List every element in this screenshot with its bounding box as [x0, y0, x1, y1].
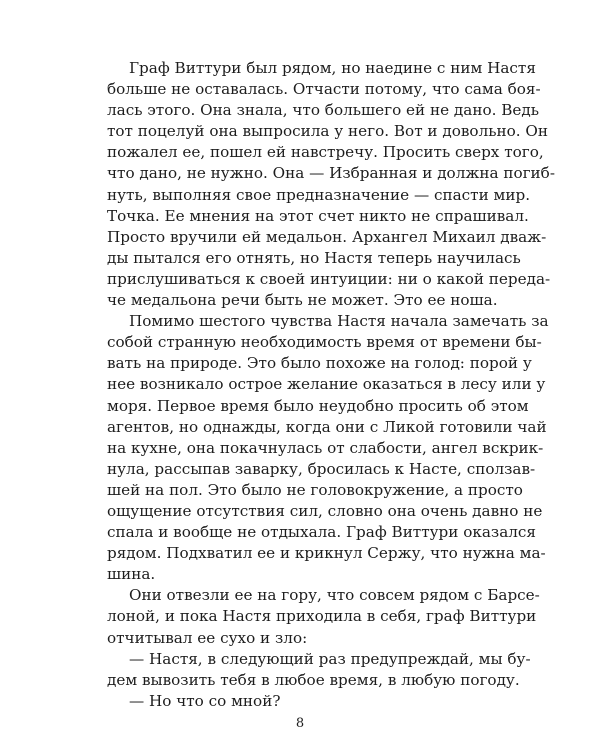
- text-line: че медальона речи быть не может. Это ее ноша.: [107, 291, 498, 310]
- text-line: Граф Виттури был рядом, но наедине с ним Настя: [129, 59, 536, 77]
- text-line: Точка. Ее мнения на этот счет никто не спрашивал.: [107, 206, 529, 225]
- text-line: нула, рассыпав заварку, бросилась к Насте, сползав-: [107, 459, 536, 478]
- paragraph: [107, 585, 540, 648]
- text-line: моря. Первое время было неудобно просить об этом: [107, 396, 529, 415]
- body-text: [107, 58, 555, 712]
- text-line: Помимо шестого чувства Настя начала замечать за: [129, 312, 549, 331]
- paragraph: [107, 58, 555, 311]
- page-number: 8: [295, 716, 305, 731]
- text-line: шей на пол. Это было не головокружение, а просто: [107, 480, 523, 499]
- paragraph: [107, 311, 549, 585]
- text-line: вать на природе. Это было похоже на голод: порой у: [107, 354, 532, 373]
- text-line: спала и вообще не отдыхала. Граф Виттури оказался: [107, 523, 536, 542]
- text-line: нее возникало острое желание оказаться в лесу или у: [107, 375, 546, 394]
- text-line: ощущение отсутствия сил, словно она очень давно не: [107, 501, 543, 520]
- text-line: лась этого. Она знала, что большего ей не дано. Ведь: [107, 101, 540, 120]
- text-line: что дано, не нужно. Она — Избранная и должна погиб-: [107, 164, 555, 183]
- text-line: тот поцелуй она выпросила у него. Вот и довольно. Он: [107, 122, 548, 141]
- text-line: собой странную необходимость время от времени бы-: [107, 333, 542, 352]
- text-line: агентов, но однажды, когда они с Ликой готовили чай: [107, 417, 547, 436]
- text-line: ды пытался его отнять, но Настя теперь научилась: [107, 248, 521, 267]
- text-line: Просто вручили ей медальон. Архангел Михаил дваж-: [107, 227, 547, 246]
- text-line: шина.: [107, 565, 156, 584]
- text-line: рядом. Подхватил ее и крикнул Сержу, что нужна ма-: [107, 544, 546, 563]
- text-line: отчитывал ее сухо и зло:: [107, 628, 308, 647]
- dialogue-paragraph: [107, 691, 492, 712]
- text-line: прислушиваться к своей интуиции: ни о какой переда-: [107, 269, 551, 288]
- text-line: больше не оставалась. Отчасти потому, что сама боя-: [107, 80, 541, 99]
- text-line: Они отвезли ее на гору, что совсем рядом с Барсе-: [129, 586, 540, 605]
- dialogue-paragraph: [107, 649, 531, 691]
- text-line: пожалел ее, пошел ей навстречу. Просить сверх того,: [107, 143, 544, 162]
- text-line: на кухне, она покачнулась от слабости, ангел вскрик-: [107, 438, 544, 457]
- text-line: лоной, и пока Настя приходила в себя, граф Виттури: [107, 607, 537, 626]
- text-line: нуть, выполняя свое предназначение — спасти мир.: [107, 185, 531, 204]
- text-line: дем вывозить тебя в любое время, в любую погоду.: [107, 670, 520, 689]
- text-line: — Но что со мной?: [129, 691, 281, 710]
- text-line: — Настя, в следующий раз предупреждай, мы бу-: [129, 649, 531, 668]
